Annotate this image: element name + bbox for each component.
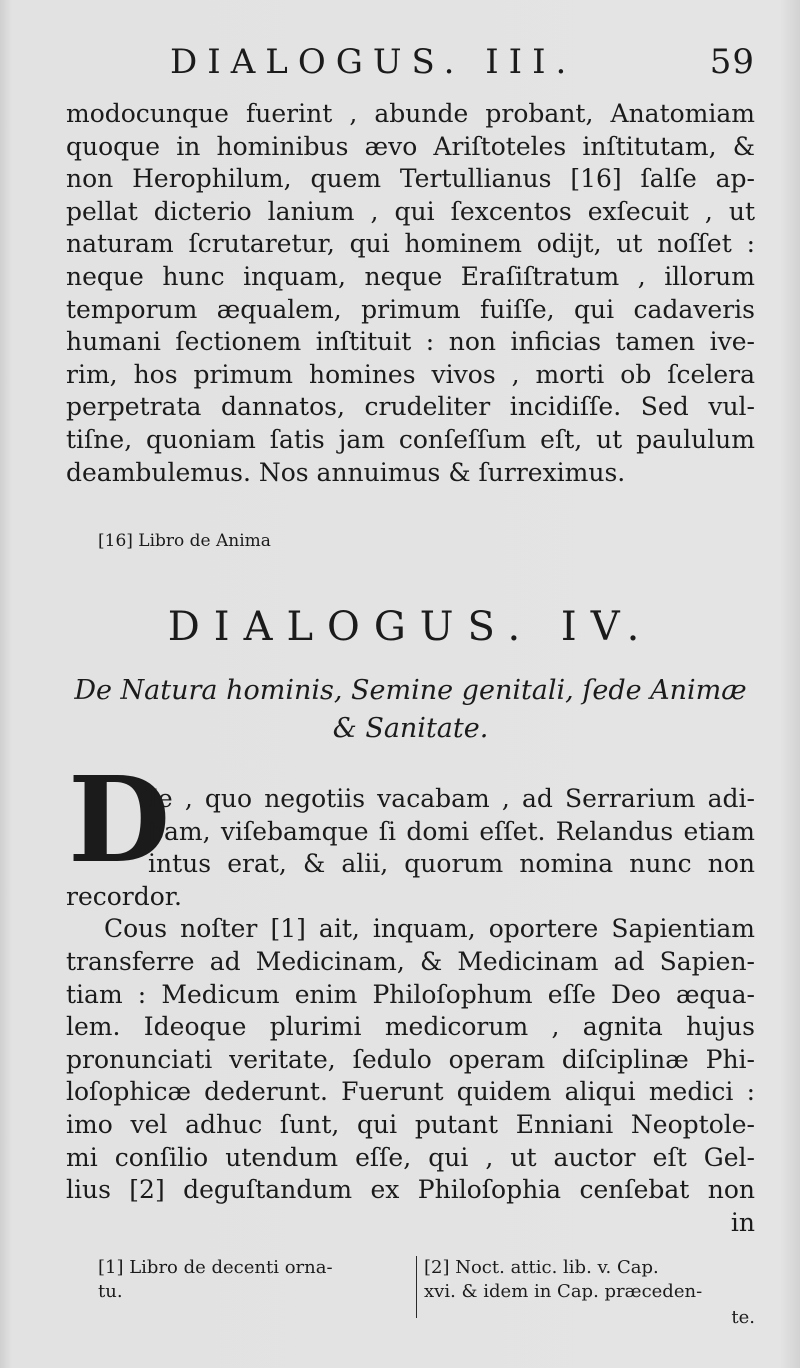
text-line: lius [2] deguſtandum ex Philoſophia cenſebat non bbox=[66, 1175, 755, 1205]
subtitle-line-1: De Natura hominis, Semine genitali, ſede Animæ bbox=[74, 675, 747, 706]
text-line: imo vel adhuc ſunt, qui putant Enniani Neoptole- bbox=[66, 1109, 755, 1139]
text-line: rim, hos primum homines vivos , morti ob ſcelera bbox=[66, 359, 755, 389]
footnote-2 bbox=[424, 1256, 754, 1304]
text-line: temporum æqualem, primum fuiſſe, qui cadaveris bbox=[66, 294, 755, 324]
text-line: pellat dicterio lanium , qui ſexcentos exſecuit , ut bbox=[66, 196, 755, 226]
text-line: mi conſilio utendum eſſe, qui , ut auctor eſt Gel- bbox=[66, 1142, 755, 1172]
footnote-1-line: tu. bbox=[98, 1281, 123, 1302]
text-line: modocunque fuerint , abunde probant, Anatomiam bbox=[66, 99, 755, 128]
running-head-title: DIALOGUS. III. bbox=[170, 42, 577, 82]
drop-cap: D bbox=[68, 750, 171, 889]
text-line: Ie , quo negotiis vacabam , ad Serrarium adi- bbox=[148, 784, 755, 813]
footnote-2-line: xvi. & idem in Cap. præceden- bbox=[424, 1281, 703, 1302]
text-line: transferre ad Medicinam, & Medicinam ad Sapien- bbox=[66, 946, 755, 976]
text-line: perpetrata dannatos, crudeliter incidiſſe. Sed vul- bbox=[66, 392, 755, 422]
subtitle-line-2: & Sanitate. bbox=[332, 713, 489, 744]
page-number: 59 bbox=[709, 42, 755, 82]
footnote-1-line: [1] Libro de decenti orna- bbox=[98, 1257, 333, 1278]
text-line: tiam : Medicum enim Philoſophum eſſe Deo æqua- bbox=[66, 979, 755, 1009]
text-line: naturam ſcrutaretur, qui hominem odijt, ut noſſet : bbox=[66, 229, 755, 259]
footnote-16: [16] Libro de Anima bbox=[98, 531, 271, 551]
running-head bbox=[66, 42, 755, 92]
text-line: recordor. bbox=[66, 881, 182, 911]
text-line: quoque in hominibus ævo Ariſtoteles inſtitutam, & bbox=[66, 131, 755, 161]
text-line: non Herophilum, quem Tertullianus [16] ſalſe ap- bbox=[66, 164, 755, 194]
dialog4-text bbox=[66, 783, 755, 1239]
text-line: intus erat, & alii, quorum nomina nunc non bbox=[148, 849, 755, 879]
text-line: lem. Ideoque plurimi medicorum , agnita hujus bbox=[66, 1012, 755, 1042]
text-line: pronunciati veritate, ſedulo operam diſciplinæ Phi- bbox=[66, 1044, 755, 1074]
footnote-2-line: te. bbox=[731, 1307, 755, 1328]
text-line: Cous noſter [1] ait, inquam, oportere Sapientiam bbox=[104, 914, 755, 944]
dialog4-heading: DIALOGUS. IV. bbox=[167, 604, 654, 650]
footnote-2-line: [2] Noct. attic. lib. v. Cap. bbox=[424, 1257, 659, 1278]
text-line: humani ſectionem inſtituit : non inficias tamen ive- bbox=[66, 327, 755, 357]
dialog3-text bbox=[66, 98, 755, 489]
footnote-1 bbox=[98, 1256, 398, 1304]
footnote-divider bbox=[416, 1256, 417, 1318]
text-line: loſophicæ dederunt. Fuerunt quidem aliqui medici : bbox=[66, 1077, 755, 1107]
dialog4-subtitle bbox=[66, 672, 755, 748]
text-line: neque hunc inquam, neque Eraſiſtratum , illorum bbox=[66, 261, 755, 291]
catchword: in bbox=[730, 1207, 755, 1237]
text-line: bam, viſebamque ſi domi eſſet. Relandus etiam bbox=[148, 816, 755, 846]
text-line: tiſne, quoniam ſatis jam conſeſſum eſt, ut paululum bbox=[66, 424, 755, 454]
text-line: deambulemus. Nos annuimus & ſurreximus. bbox=[66, 457, 626, 487]
